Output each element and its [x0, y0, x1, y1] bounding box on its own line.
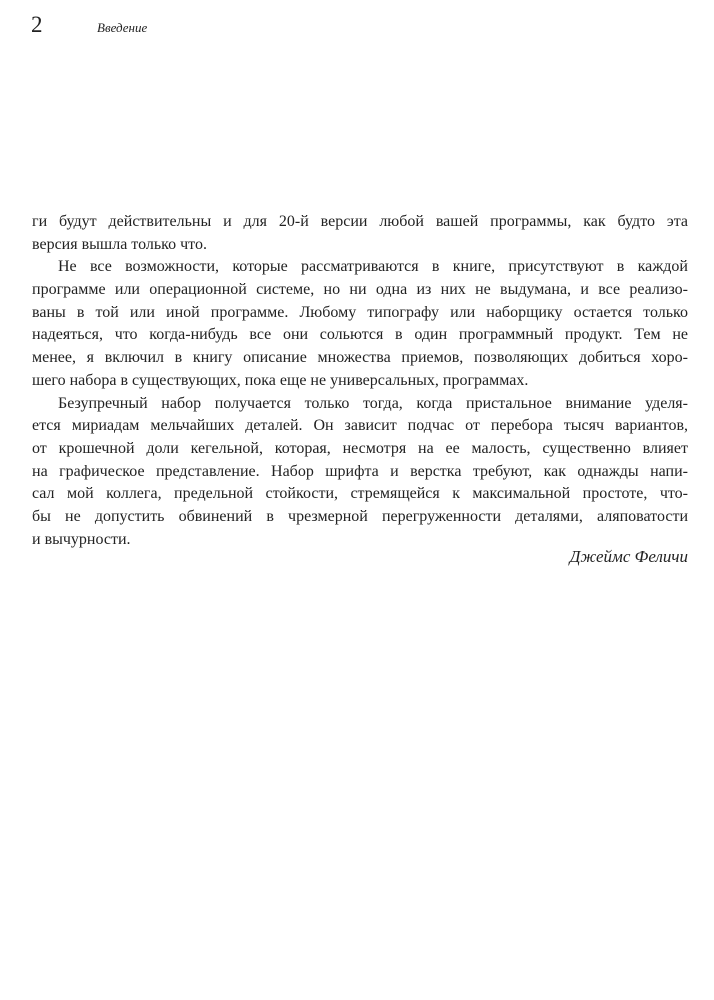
text-line: Безупречный набор получается только тогда, когда пристальное внимание уделя- — [58, 394, 688, 412]
body-text — [32, 211, 688, 551]
text-line: шего набора в существующих, пока еще не универсальных, программах. — [32, 371, 529, 389]
text-line: бы не допустить обвинений в чрезмерной перегруженности деталями, аляповатости — [32, 507, 688, 525]
text-line: программе или операционной системе, но ни одна из них не выдумана, и все реализо- — [32, 281, 688, 299]
author-signature: Джеймс Феличи — [569, 547, 688, 566]
text-line: ги будут действительны и для 20-й версии любой вашей программы, как будто эта — [32, 213, 688, 230]
text-line: надеяться, что когда-нибудь все они сольются в один программный продукт. Тем не — [32, 326, 688, 344]
text-line: сал мой коллега, предельной стойкости, стремящейся к максимальной простоте, что- — [32, 485, 688, 503]
page-number: 2 — [31, 12, 43, 37]
text-line: Не все возможности, которые рассматриваются в книге, присутствуют в каждой — [58, 258, 688, 276]
running-title: Введение — [97, 20, 148, 35]
text-line: версия вышла только что. — [32, 235, 207, 253]
text-line: и вычурности. — [32, 530, 131, 548]
text-line: от крошечной доли кегельной, которая, несмотря на ее малость, существенно влияет — [32, 439, 688, 457]
text-line: ется мириадам мельчайших деталей. Он зависит подчас от перебора тысяч вариантов, — [32, 417, 688, 435]
text-line: ваны в той или иной программе. Любому типографу или наборщику остается только — [32, 303, 688, 321]
text-line: на графическое представление. Набор шрифта и верстка требуют, как однажды напи- — [32, 462, 688, 480]
text-line: менее, я включил в книгу описание множества приемов, позволяющих добиться хоро- — [32, 349, 688, 367]
